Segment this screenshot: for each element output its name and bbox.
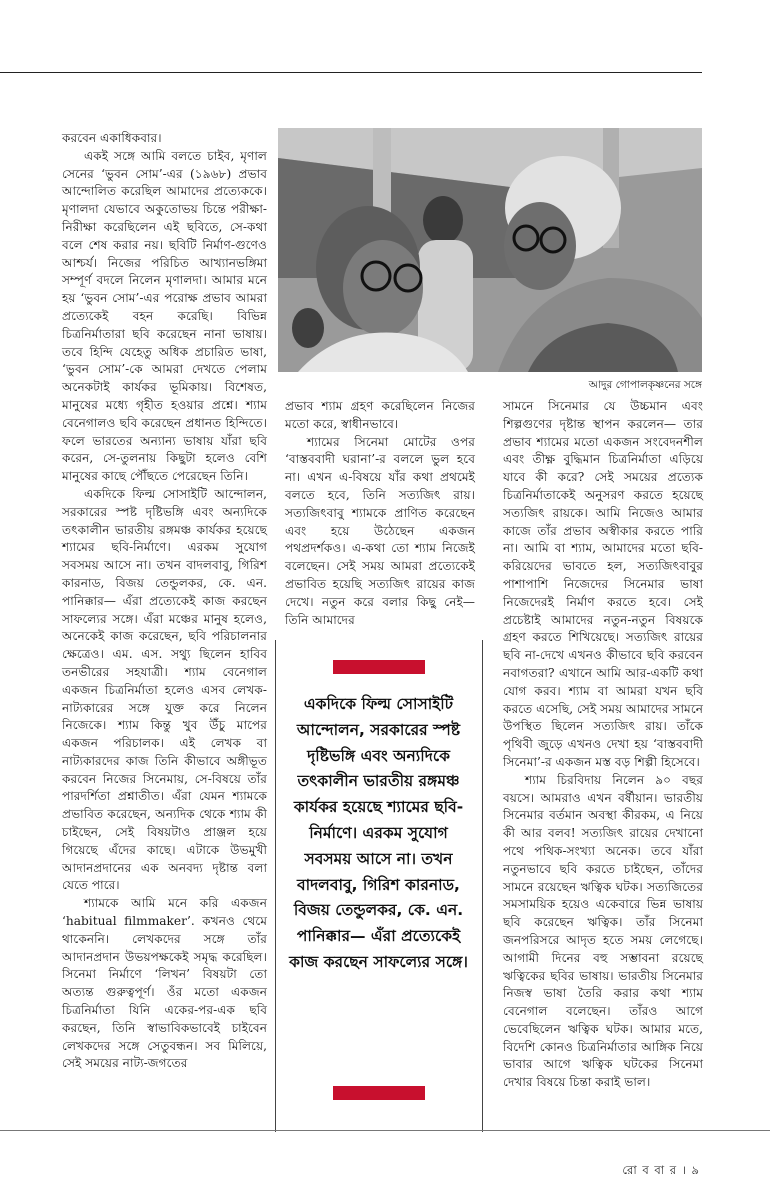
pull-quote-top-bar — [333, 660, 425, 674]
column-2 — [285, 398, 475, 629]
pull-quote-bottom-bar — [333, 1086, 425, 1100]
paragraph: একই সঙ্গে আমি বলতে চাইব, মৃণাল সেনের ‘ভুবন সোম’-এর (১৯৬৮) প্রভাব আন্দোলিত করেছিল আমাদের প্রত্যেককে। মৃণালদা যেভাবে অকুতোভয় চিন্তে পরীক্ষা-নিরীক্ষা করেছিলেন এই ছবিতে, সে-কথা বলে শেষ করার নয়। ছবিটি নির্মাণ-গুণেও আশ্চর্য। নিজের পরিচিত আখ্যানভঙ্গিমা সম্পূর্ণ বদলে নিলেন মৃণালদা। আমার মনে হয় ‘ভুবন সোম’-এর পরোক্ষ প্রভাব আমরা প্রত্যেকেই বহন করেছি। বিভিন্ন চিত্রনির্মাতারা ছবি করেছেন নানা ভাষায়। তবে হিন্দি যেহেতু অধিক প্রচারিত ভাষা, ‘ভুবন সোম’-কে আমরা দেখতে পেলাম অনেকটাই কার্যকর ভূমিকায়। বিশেষত, মানুষের মধ্যে গৃহীত হওয়ার প্রশ্নে। শ্যাম বেনেগালও ছবি করেছেন প্রধানত হিন্দিতে। ফলে ভারতের অন্যান্য ভাষায় যাঁরা ছবি করেন, সে-তুলনায় কিছুটা হলেও বেশি মানুষের কাছে পৌঁছতে পেরেছেন তিনি। — [62, 148, 267, 484]
paragraph: সামনে সিনেমার যে উচ্চমান এবং শিল্পগুণের দৃষ্টান্ত স্থাপন করলেন— তার প্রভাব শ্যামের মতো একজন সংবেদনশীল এবং তীক্ষ্ণ বুদ্ধিমান চিত্রনির্মাতা এড়িয়ে যাবে কী করে? সেই সময়ের প্রত্যেক চিত্রনির্মাতাকেই অনুসরণ করতে হয়েছে সত্যজিৎ রায়কে। আমি নিজেও আমার কাজে তাঁর প্রভাব অস্বীকার করতে পারি না। আমি বা শ্যাম, আমাদের মতো ছবি-করিয়েদের ভাবতে হল, সত্যজিৎবাবুর পাশাপাশি নিজেদের সিনেমার ভাষা নিজেদেরই নির্মাণ করতে হবে। সেই প্রচেষ্টাই আমাদের নতুন-নতুন বিষয়কে গ্রহণ করতে শিখিয়েছে। সত্যজিৎ রায়ের ছবি না-দেখে এখনও কীভাবে ছবি করবেন নবাগতরা? এখানে আমি আর-একটি কথা যোগ করব। শ্যাম বা আমরা যখন ছবি করতে এসেছি, সেই সময় আমাদের সামনে উপস্থিত ছিলেন সত্যজিৎ রায়। তাঁকে পৃথিবী জুড়ে এখনও দেখা হয় ‘বাস্তববাদী সিনেমা’-র একজন মস্ত বড় শিল্পী হিসেবে। — [503, 399, 703, 769]
photo-caption: আদুর গোপালকৃষ্ণনের সঙ্গে — [588, 379, 702, 391]
photo-illustration — [278, 128, 702, 372]
column-divider — [482, 640, 483, 1132]
paragraph: শ্যামকে আমি মনে করি একজন ‘habitual filmmaker’. কখনও থেমে থাকেননি। লেখকদের সঙ্গে তাঁর আদানপ্রদান উভয়পক্ষকেই সমৃদ্ধ করেছিল। সিনেমা নির্মাণে ‘লিখন’ বিষয়টা তো অত্যন্ত গুরুত্বপূর্ণ। ওঁর মতো একজন চিত্রনির্মাতা যিনি একের-পর-এক ছবি করছেন, তিনি স্বাভাবিকভাবেই চাইবেন লেখকদের সঙ্গে সেতুবন্ধন। সব মিলিয়ে, সেই সময়ের নাট্য-জগতের — [62, 896, 267, 1071]
page-footer: রো ব বা র । ৯ — [622, 1163, 700, 1177]
paragraph: প্রভাব শ্যাম গ্রহণ করেছিলেন নিজের মতো করে, স্বাধীনভাবে। — [285, 399, 475, 431]
column-1 — [62, 130, 267, 1073]
paragraph: শ্যাম চিরবিদায় নিলেন ৯০ বছর বয়সে। আমরাও এখন বর্ষীয়ান। ভারতীয় সিনেমার বর্তমান অবস্থা কীরকম, এ নিয়ে কী আর বলব! সত্যজিৎ রায়ের দেখানো পথে পথিক-সংখ্যা অনেক। তবে যাঁরা নতুনভাবে ছবি করতে চাইছেন, তাঁদের সামনে রয়েছেন ঋত্বিক ঘটক। সত্যজিতের সমসাময়িক হয়েও একেবারে ভিন্ন ভাষায় ছবি করেছেন ঋত্বিক। তাঁর সিনেমা জনপরিসরে আদৃত হতে সময় লেগেছে। আগামী দিনের বহু সম্ভাবনা রয়েছে ঋত্বিকের ছবির ভাষায়। ভারতীয় সিনেমার নিজস্ব ভাষা তৈরি করার কথা শ্যাম বেনেগাল বলেছেন। তাঁরও আগে ভেবেছিলেন ঋত্বিক ঘটক। আমার মতে, বিদেশি কোনও চিত্রনির্মাতার আঙ্গিক নিয়ে ভাবার আগে ঋত্বিক ঘটকের সিনেমা দেখার বিষয়ে চিন্তা করাই ভাল। — [503, 772, 703, 1090]
paragraph: একদিকে ফিল্ম সোসাইটি আন্দোলন, সরকারের স্পষ্ট দৃষ্টিভঙ্গি এবং অন্যদিকে তৎকালীন ভারতীয় রঙ্গমঞ্চ কার্যকর হয়েছে শ্যামের ছবি-নির্মাণে। এরকম সুযোগ সবসময় আসে না। তখন বাদলবাবু, গিরিশ কারনাড, বিজয় তেন্ডুলকর, কে. এন. পানিক্কার— এঁরা প্রত্যেকেই কাজ করছেন সাফল্যের সঙ্গে। এঁরা মঞ্চের মানুষ হলেও, অনেকেই কাজ করেছেন, ছবি পরিচালনার ক্ষেত্রেও। এম. এস. সথ্যু ছিলেন হাবিব তনভীরের সহযাত্রী। শ্যাম বেনেগাল একজন চিত্রনির্মাতা হলেও এসব লেখক-নাট্যকারের সঙ্গে যুক্ত করে নিলেন নিজেকে। শ্যাম কিন্তু খুব উঁচু মাপের একজন পরিচালক। এই লেখক বা নাট্যকারদের কাজ তিনি কীভাবে অঙ্গীভূত করবেন নিজের সিনেমায়, সে-বিষয়ে তাঁর পারদর্শিতা প্রশ্নাতীত। এঁরা যেমন শ্যামকে প্রভাবিত করেছেন, অন্যদিক থেকে শ্যাম কী চাইছেন, সেই বিষয়টাও প্রাঞ্জল হয়ে গিয়েছে এঁদের কাছে। এটাকে উভমুখী আদানপ্রদানের এক অনবদ্য দৃষ্টান্ত বলা যেতে পারে। — [62, 486, 267, 893]
bottom-rule — [0, 1130, 770, 1131]
column-divider — [275, 640, 276, 1132]
column-3 — [503, 398, 703, 1092]
pull-quote-text: একদিকে ফিল্ম সোসাইটি আন্দোলন, সরকারের স্পষ্ট দৃষ্টিভঙ্গি এবং অন্যদিকে তৎকালীন ভারতীয় রঙ্গমঞ্চ কার্যকর হয়েছে শ্যামের ছবি-নির্মাণে। এরকম সুযোগ সবসময় আসে না। তখন বাদলবাবু, গিরিশ কারনাড, বিজয় তেন্ডুলকর, কে. এন. পানিক্কার— এঁরা প্রত্যেকেই কাজ করছেন সাফল্যের সঙ্গে। — [289, 695, 468, 971]
top-rule — [0, 72, 702, 73]
paragraph: শ্যামের সিনেমা মোটের ওপর ‘বাস্তববাদী ঘরানা’-র বললে ভুল হবে না। এখন এ-বিষয়ে যাঁর কথা প্রথমেই বলতে হবে, তিনি সত্যজিৎ রায়। সত্যজিৎবাবু শ্যামকে প্রাণিত করেছেন এবং হয়ে উঠেছেন একজন পথপ্রদর্শকও। এ-কথা তো শ্যাম নিজেই বলেছেন। সেই সময় আমরা প্রত্যেকেই প্রভাবিত হয়েছি সত্যজিৎ রায়ের কাজ দেখে। নতুন করে বলার কিছু নেই— তিনি আমাদের — [285, 434, 475, 627]
pull-quote — [285, 660, 472, 1110]
article-photo — [278, 128, 702, 372]
paragraph: করবেন একাধিকবার। — [62, 131, 162, 145]
